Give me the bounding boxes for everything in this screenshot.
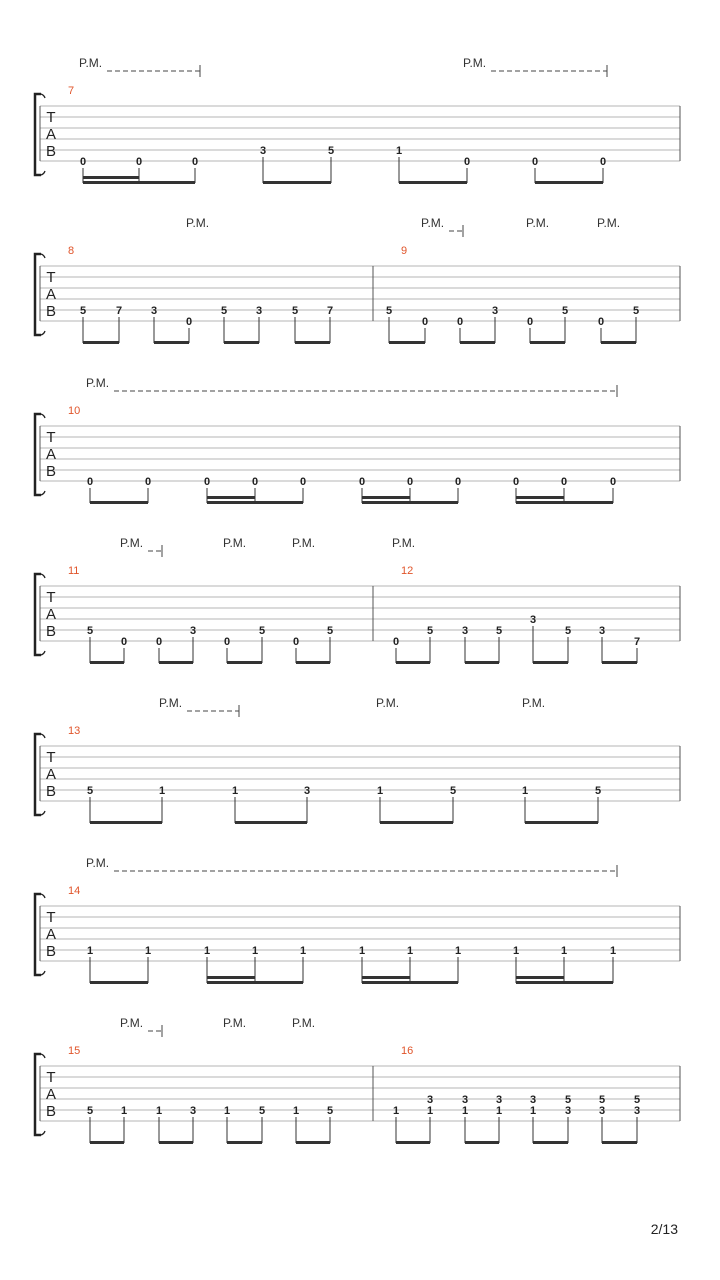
beam-secondary bbox=[83, 176, 139, 179]
tab-clef-letter-t: T bbox=[46, 429, 56, 446]
fret-number: 1 bbox=[512, 945, 520, 957]
palm-mute-label: P.M. bbox=[376, 696, 400, 710]
fret-number: 0 bbox=[191, 156, 199, 168]
fret-number: 5 bbox=[633, 1094, 641, 1106]
fret-number: 3 bbox=[303, 785, 311, 797]
tab-clef-letter-a: A bbox=[45, 606, 57, 623]
fret-number: 0 bbox=[456, 316, 464, 328]
fret-number: 0 bbox=[86, 476, 94, 488]
fret-number: 1 bbox=[392, 1105, 400, 1117]
beam-primary bbox=[362, 981, 458, 984]
palm-mute-label: P.M. bbox=[223, 1016, 247, 1030]
fret-number: 1 bbox=[155, 1105, 163, 1117]
fret-number: 3 bbox=[426, 1094, 434, 1106]
tab-clef-letter-b: B bbox=[45, 143, 57, 160]
fret-number: 0 bbox=[251, 476, 259, 488]
palm-mute-label: P.M. bbox=[597, 216, 621, 230]
fret-number: 1 bbox=[454, 945, 462, 957]
fret-number: 0 bbox=[526, 316, 534, 328]
palm-mute-label: P.M. bbox=[463, 56, 487, 70]
fret-number: 3 bbox=[564, 1105, 572, 1117]
palm-mute-label: P.M. bbox=[392, 536, 416, 550]
tab-clef-letter-t: T bbox=[46, 749, 56, 766]
palm-mute-label: P.M. bbox=[79, 56, 103, 70]
fret-number: 5 bbox=[326, 625, 334, 637]
fret-number: 1 bbox=[144, 945, 152, 957]
palm-mute-label: P.M. bbox=[522, 696, 546, 710]
fret-number: 1 bbox=[231, 785, 239, 797]
beam-primary bbox=[90, 821, 162, 824]
beam-primary bbox=[602, 1141, 637, 1144]
fret-number: 5 bbox=[426, 625, 434, 637]
palm-mute-label: P.M. bbox=[120, 536, 144, 550]
fret-number: 1 bbox=[495, 1105, 503, 1117]
fret-number: 1 bbox=[86, 945, 94, 957]
fret-number: 0 bbox=[120, 636, 128, 648]
tab-clef-letter-b: B bbox=[45, 1103, 57, 1120]
beam-primary bbox=[602, 661, 637, 664]
fret-number: 3 bbox=[259, 145, 267, 157]
fret-number: 0 bbox=[135, 156, 143, 168]
fret-number: 3 bbox=[598, 625, 606, 637]
beam-primary bbox=[263, 181, 331, 184]
page-number: 2/13 bbox=[650, 1221, 678, 1237]
measure-number: 10 bbox=[68, 405, 81, 417]
fret-number: 1 bbox=[158, 785, 166, 797]
fret-number: 0 bbox=[79, 156, 87, 168]
fret-number: 0 bbox=[531, 156, 539, 168]
fret-number: 1 bbox=[406, 945, 414, 957]
beam-primary bbox=[159, 1141, 193, 1144]
fret-number: 1 bbox=[521, 785, 529, 797]
fret-number: 5 bbox=[564, 625, 572, 637]
fret-number: 5 bbox=[594, 785, 602, 797]
fret-number: 5 bbox=[291, 305, 299, 317]
fret-number: 0 bbox=[203, 476, 211, 488]
beam-secondary bbox=[362, 976, 410, 979]
fret-number: 3 bbox=[150, 305, 158, 317]
fret-number: 1 bbox=[120, 1105, 128, 1117]
fret-number: 5 bbox=[86, 625, 94, 637]
beam-primary bbox=[207, 501, 303, 504]
fret-number: 0 bbox=[185, 316, 193, 328]
fret-number: 0 bbox=[144, 476, 152, 488]
fret-number: 5 bbox=[258, 625, 266, 637]
fret-number: 5 bbox=[326, 1105, 334, 1117]
fret-number: 0 bbox=[463, 156, 471, 168]
fret-number: 5 bbox=[327, 145, 335, 157]
tab-clef-letter-a: A bbox=[45, 126, 57, 143]
measure-number: 13 bbox=[68, 725, 81, 737]
fret-number: 3 bbox=[495, 1094, 503, 1106]
fret-number: 5 bbox=[449, 785, 457, 797]
fret-number: 5 bbox=[598, 1094, 606, 1106]
tab-clef-letter-t: T bbox=[46, 109, 56, 126]
beam-secondary bbox=[362, 496, 410, 499]
beam-primary bbox=[227, 1141, 262, 1144]
palm-mute-label: P.M. bbox=[292, 1016, 316, 1030]
palm-mute-label: P.M. bbox=[120, 1016, 144, 1030]
fret-number: 3 bbox=[461, 625, 469, 637]
beam-primary bbox=[389, 341, 425, 344]
fret-number: 5 bbox=[79, 305, 87, 317]
tab-clef-letter-t: T bbox=[46, 269, 56, 286]
fret-number: 3 bbox=[633, 1105, 641, 1117]
fret-number: 0 bbox=[421, 316, 429, 328]
fret-number: 5 bbox=[86, 1105, 94, 1117]
measure-number: 9 bbox=[401, 245, 408, 257]
beam-primary bbox=[465, 1141, 499, 1144]
beam-primary bbox=[224, 341, 259, 344]
beam-primary bbox=[90, 1141, 124, 1144]
fret-number: 0 bbox=[223, 636, 231, 648]
beam-primary bbox=[296, 661, 330, 664]
fret-number: 1 bbox=[358, 945, 366, 957]
fret-number: 0 bbox=[358, 476, 366, 488]
beam-primary bbox=[533, 661, 568, 664]
fret-number: 0 bbox=[512, 476, 520, 488]
beam-primary bbox=[90, 981, 148, 984]
beam-primary bbox=[601, 341, 636, 344]
beam-primary bbox=[235, 821, 307, 824]
fret-number: 3 bbox=[491, 305, 499, 317]
fret-number: 1 bbox=[299, 945, 307, 957]
fret-number: 1 bbox=[461, 1105, 469, 1117]
palm-mute-label: P.M. bbox=[186, 216, 210, 230]
beam-primary bbox=[296, 1141, 330, 1144]
fret-number: 0 bbox=[406, 476, 414, 488]
measure-number: 12 bbox=[401, 565, 414, 577]
beam-primary bbox=[380, 821, 453, 824]
beam-secondary bbox=[516, 976, 564, 979]
measure-number: 7 bbox=[68, 85, 75, 97]
beam-primary bbox=[227, 661, 262, 664]
tab-clef-letter-b: B bbox=[45, 303, 57, 320]
fret-number: 7 bbox=[326, 305, 334, 317]
beam-primary bbox=[295, 341, 330, 344]
tab-clef-letter-a: A bbox=[45, 446, 57, 463]
fret-number: 0 bbox=[599, 156, 607, 168]
beam-primary bbox=[530, 341, 565, 344]
fret-number: 5 bbox=[561, 305, 569, 317]
fret-number: 1 bbox=[292, 1105, 300, 1117]
tab-clef-letter-b: B bbox=[45, 943, 57, 960]
beam-secondary bbox=[207, 976, 255, 979]
fret-number: 5 bbox=[495, 625, 503, 637]
fret-number: 5 bbox=[564, 1094, 572, 1106]
fret-number: 3 bbox=[529, 614, 537, 626]
beam-primary bbox=[399, 181, 467, 184]
fret-number: 1 bbox=[223, 1105, 231, 1117]
measure-number: 8 bbox=[68, 245, 75, 257]
fret-number: 1 bbox=[560, 945, 568, 957]
beam-primary bbox=[535, 181, 603, 184]
beam-primary bbox=[159, 661, 193, 664]
fret-number: 1 bbox=[251, 945, 259, 957]
fret-number: 5 bbox=[632, 305, 640, 317]
fret-number: 0 bbox=[560, 476, 568, 488]
fret-number: 0 bbox=[155, 636, 163, 648]
palm-mute-label: P.M. bbox=[86, 376, 110, 390]
fret-number: 0 bbox=[292, 636, 300, 648]
beam-primary bbox=[90, 501, 148, 504]
fret-number: 7 bbox=[115, 305, 123, 317]
beam-primary bbox=[525, 821, 598, 824]
beam-primary bbox=[83, 181, 195, 184]
palm-mute-label: P.M. bbox=[292, 536, 316, 550]
palm-mute-label: P.M. bbox=[86, 856, 110, 870]
measure-number: 11 bbox=[68, 565, 80, 577]
palm-mute-label: P.M. bbox=[159, 696, 183, 710]
tab-clef-letter-b: B bbox=[45, 783, 57, 800]
fret-number: 1 bbox=[609, 945, 617, 957]
fret-number: 1 bbox=[203, 945, 211, 957]
fret-number: 5 bbox=[385, 305, 393, 317]
fret-number: 3 bbox=[461, 1094, 469, 1106]
tab-clef-letter-a: A bbox=[45, 926, 57, 943]
fret-number: 0 bbox=[597, 316, 605, 328]
fret-number: 1 bbox=[426, 1105, 434, 1117]
beam-primary bbox=[465, 661, 499, 664]
beam-secondary bbox=[207, 496, 255, 499]
fret-number: 7 bbox=[633, 636, 641, 648]
tab-clef-letter-t: T bbox=[46, 589, 56, 606]
fret-number: 5 bbox=[86, 785, 94, 797]
tab-clef-letter-t: T bbox=[46, 909, 56, 926]
fret-number: 1 bbox=[529, 1105, 537, 1117]
beam-primary bbox=[90, 661, 124, 664]
fret-number: 3 bbox=[255, 305, 263, 317]
fret-number: 3 bbox=[189, 1105, 197, 1117]
tab-clef-letter-t: T bbox=[46, 1069, 56, 1086]
beam-primary bbox=[460, 341, 495, 344]
beam-primary bbox=[516, 981, 613, 984]
fret-number: 5 bbox=[220, 305, 228, 317]
fret-number: 1 bbox=[395, 145, 403, 157]
fret-number: 0 bbox=[392, 636, 400, 648]
beam-primary bbox=[396, 1141, 430, 1144]
tab-clef-letter-b: B bbox=[45, 623, 57, 640]
palm-mute-label: P.M. bbox=[421, 216, 445, 230]
fret-number: 3 bbox=[598, 1105, 606, 1117]
beam-primary bbox=[83, 341, 119, 344]
tab-clef-letter-a: A bbox=[45, 1086, 57, 1103]
fret-number: 5 bbox=[258, 1105, 266, 1117]
beam-primary bbox=[362, 501, 458, 504]
fret-number: 3 bbox=[529, 1094, 537, 1106]
measure-number: 16 bbox=[401, 1045, 414, 1057]
beam-primary bbox=[207, 981, 303, 984]
fret-number: 3 bbox=[189, 625, 197, 637]
beam-primary bbox=[396, 661, 430, 664]
palm-mute-label: P.M. bbox=[223, 536, 247, 550]
fret-number: 0 bbox=[454, 476, 462, 488]
beam-primary bbox=[533, 1141, 568, 1144]
beam-secondary bbox=[516, 496, 564, 499]
tab-clef-letter-b: B bbox=[45, 463, 57, 480]
palm-mute-label: P.M. bbox=[526, 216, 550, 230]
tab-clef-letter-a: A bbox=[45, 286, 57, 303]
fret-number: 1 bbox=[376, 785, 384, 797]
fret-number: 0 bbox=[609, 476, 617, 488]
beam-primary bbox=[516, 501, 613, 504]
fret-number: 0 bbox=[299, 476, 307, 488]
measure-number: 14 bbox=[68, 885, 81, 897]
beam-primary bbox=[154, 341, 189, 344]
measure-number: 15 bbox=[68, 1045, 81, 1057]
tab-clef-letter-a: A bbox=[45, 766, 57, 783]
